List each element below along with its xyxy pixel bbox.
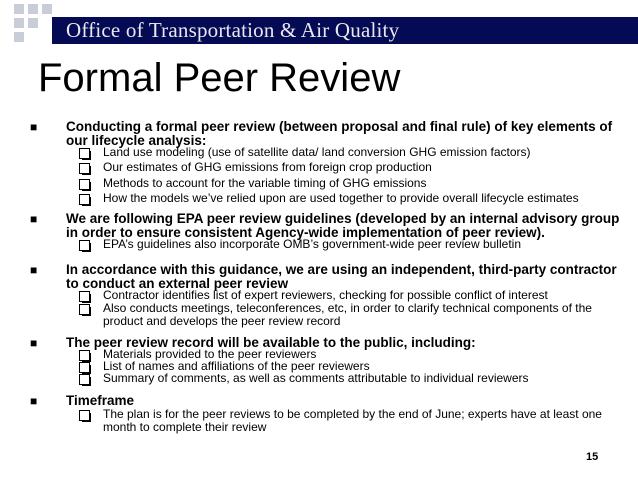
sub-bullet-text: Our estimates of GHG emissions from foreign crop production: [103, 160, 432, 174]
bullet-square-icon: ■: [30, 212, 38, 226]
sub-bullet-text: Contractor identifies list of expert reviewers, checking for possible conflict of interest: [103, 288, 548, 302]
sub-bullet-text: EPA’s guidelines also incorporate OMB’s government-wide peer review bulletin: [103, 237, 521, 251]
checkbox-bullet-icon: [79, 304, 90, 315]
checkbox-bullet-icon: [79, 350, 90, 361]
slide-title: Formal Peer Review: [38, 56, 401, 100]
checkbox-bullet-icon: [79, 374, 90, 385]
checkbox-bullet-icon: [79, 163, 90, 174]
sub-bullet-text: List of names and affiliations of the peer reviewers: [103, 359, 370, 373]
sub-bullet-text: How the models we’ve relied upon are used together to provide overall lifecycle estimates: [103, 191, 579, 205]
page-number: 15: [586, 451, 599, 463]
checkbox-bullet-icon: [79, 194, 90, 205]
sub-bullet-text: Methods to account for the variable timing of GHG emissions: [103, 176, 427, 190]
sub-bullet-text: Summary of comments, as well as comments attributable to individual reviewers: [103, 371, 529, 385]
main-bullet-text: In accordance with this guidance, we are using an independent, third-party contractor to conduct an external peer review: [66, 262, 617, 291]
main-bullet-text: Conducting a formal peer review (between proposal and final rule) of key elements of our lifecycle analysis:: [66, 119, 613, 148]
bullet-square-icon: ■: [30, 263, 38, 277]
main-bullet-text: The peer review record will be available to the public, including:: [66, 335, 476, 350]
bullet-square-icon: ■: [30, 120, 38, 134]
header-title: Office of Transportation & Air Quality: [66, 18, 400, 42]
sub-bullet-text: The plan is for the peer reviews to be completed by the end of June; experts have at least one month to complete their review: [103, 407, 602, 434]
checkbox-bullet-icon: [79, 362, 90, 373]
main-bullet-text: Timeframe: [66, 393, 135, 408]
checkbox-bullet-icon: [79, 291, 90, 302]
bullet-square-icon: ■: [30, 394, 38, 408]
main-bullet-text: We are following EPA peer review guidelines (developed by an internal advisory group in order to ensure consistent Agency-wide implementation of peer review).: [66, 211, 620, 240]
checkbox-bullet-icon: [79, 410, 90, 421]
checkbox-bullet-icon: [79, 240, 90, 251]
sub-bullet-text: Also conducts meetings, teleconferences, etc, in order to clarify technical components of the product and develops the peer review record: [103, 301, 592, 328]
checkbox-bullet-icon: [79, 179, 90, 190]
checkbox-bullet-icon: [79, 148, 90, 159]
sub-bullet-text: Land use modeling (use of satellite data/ land conversion GHG emission factors): [103, 145, 531, 159]
bullet-square-icon: ■: [30, 336, 38, 350]
sub-bullet-text: Materials provided to the peer reviewers: [103, 347, 317, 361]
